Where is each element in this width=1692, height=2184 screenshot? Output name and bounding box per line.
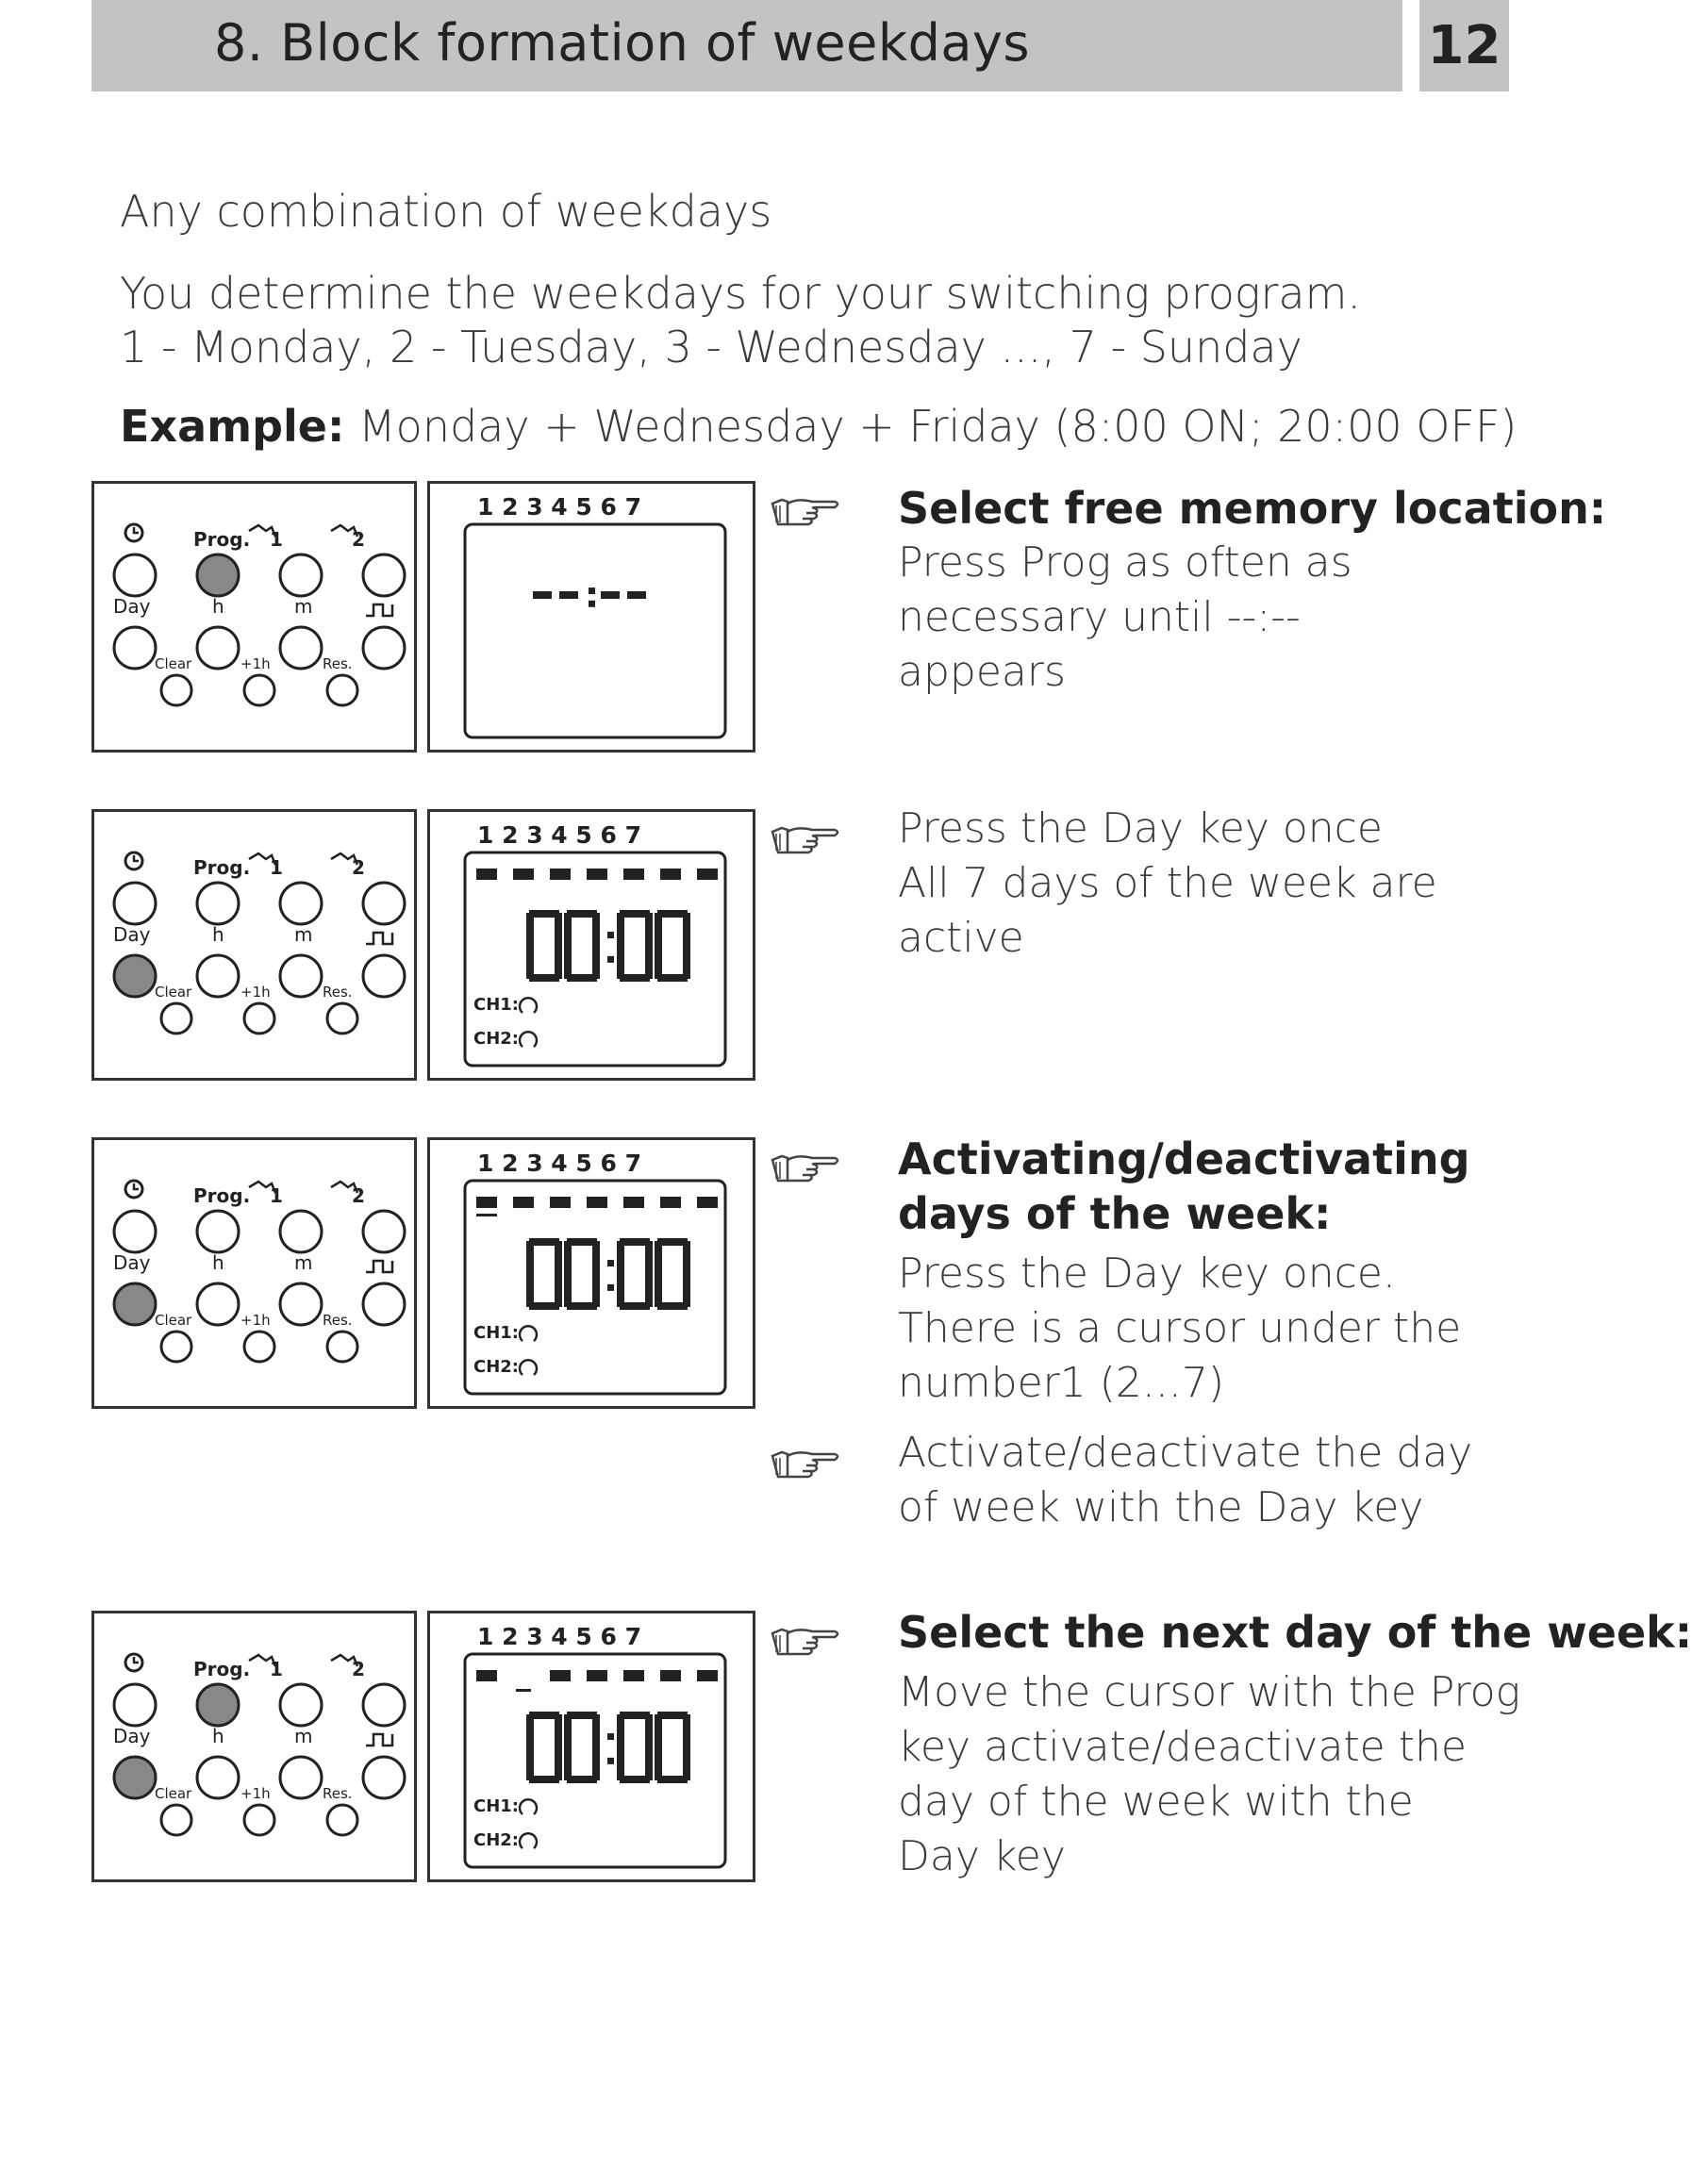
lcd-day-bar <box>587 1670 607 1681</box>
lcd-cursor <box>516 1689 531 1692</box>
step-2-line: Press the Day key once <box>898 804 1383 852</box>
clock-icon <box>125 852 142 869</box>
lcd-day-bar <box>513 869 534 880</box>
lcd-colon-dot <box>607 1733 614 1740</box>
intro-subtitle: Any combination of weekdays <box>120 186 772 237</box>
keypad-diagram <box>91 809 417 1081</box>
key-label-prog: Prog. <box>193 1184 251 1207</box>
key-label-day: Day <box>113 595 151 618</box>
key-label-h: h <box>212 923 224 946</box>
small-key-button <box>161 1805 191 1835</box>
example-text: Monday + Wednesday + Friday (8:00 ON; 20:00 OFF) <box>344 401 1518 452</box>
lcd-day-bar <box>623 869 644 880</box>
keypad-diagram <box>91 1611 417 1882</box>
page-title: 8. Block formation of weekdays <box>214 13 1031 73</box>
page-number: 12 <box>1427 15 1501 76</box>
step-3 <box>0 1133 1509 1420</box>
keypad-button <box>280 1283 322 1325</box>
small-key-button <box>244 1805 274 1835</box>
keypad-button <box>197 1757 239 1798</box>
keypad-button <box>114 1757 156 1798</box>
lcd-ch1-label: CH1: <box>473 1796 519 1816</box>
keypad-diagram <box>91 481 417 753</box>
lcd-day-numbers: 1 2 3 4 5 6 7 <box>477 1623 641 1650</box>
step-3-line: There is a cursor under the <box>898 1304 1462 1352</box>
step-4-line: day of the week with the <box>898 1778 1414 1826</box>
key-label-prog: Prog. <box>193 528 251 551</box>
lcd-day-bar <box>660 1670 681 1681</box>
intro-line-1: You determine the weekdays for your switching program. <box>120 268 1362 319</box>
keypad-button <box>363 1283 405 1325</box>
lcd-day-numbers: 1 2 3 4 5 6 7 <box>477 493 641 521</box>
keypad-button <box>114 627 156 669</box>
step-3b-text <box>898 1426 1472 1535</box>
key-label-prog: Prog. <box>193 1658 251 1680</box>
step-1-line: necessary until --:-- <box>898 593 1301 641</box>
step-1 <box>0 481 1607 764</box>
lcd-diagram <box>427 1611 755 1882</box>
step-4 <box>0 1607 1692 1894</box>
key-label-day: Day <box>113 1725 151 1747</box>
clock-icon <box>125 524 142 541</box>
lcd-colon-dot <box>607 932 614 938</box>
step-3b-line: of week with the Day key <box>898 1483 1424 1531</box>
keypad-button <box>280 883 322 924</box>
key-label-h: h <box>212 1251 224 1274</box>
lcd-ch1-label: CH1: <box>473 1323 519 1343</box>
step-4-line: key activate/deactivate the <box>898 1723 1467 1771</box>
key-label-res: Res. <box>323 655 353 672</box>
key-label-m: m <box>294 595 313 618</box>
keypad-button <box>280 627 322 669</box>
keypad-button <box>197 1211 239 1252</box>
key-label-plus1h: +1h <box>241 655 271 672</box>
small-key-button <box>244 1003 274 1034</box>
lcd-day-bar <box>476 1197 497 1208</box>
keypad-button <box>363 1684 405 1726</box>
key-label-ch2: 2 <box>352 1184 365 1207</box>
step-1-heading: Select free memory location: <box>898 483 1607 534</box>
keypad-button <box>197 1684 239 1726</box>
lcd-day-bar <box>513 1197 534 1208</box>
step-3-heading: days of the week: <box>898 1188 1332 1239</box>
lcd-day-bar <box>697 1197 718 1208</box>
pulse-icon <box>366 1734 392 1746</box>
step-1-line: Press Prog as often as <box>898 538 1352 587</box>
keypad-button <box>280 1684 322 1726</box>
lcd-ch2-label: CH2: <box>473 1357 519 1377</box>
key-label-day: Day <box>113 1251 151 1274</box>
lcd-ch2-label: CH2: <box>473 1830 519 1850</box>
example-label: Example: <box>120 401 345 452</box>
pointing-hand-icon <box>769 820 844 858</box>
keypad-button <box>114 955 156 997</box>
key-label-plus1h: +1h <box>241 1785 271 1802</box>
keypad-button <box>363 1757 405 1798</box>
lcd-colon-dot <box>607 1284 614 1291</box>
key-label-res: Res. <box>323 1785 353 1802</box>
key-label-clear: Clear <box>155 1312 192 1329</box>
keypad-button <box>363 554 405 596</box>
clock-icon <box>125 1654 142 1671</box>
step-1-line: appears <box>898 648 1066 696</box>
lcd-day-bar <box>476 869 497 880</box>
lcd-colon-dot <box>589 587 595 594</box>
step-2-line: All 7 days of the week are <box>898 859 1437 907</box>
key-label-m: m <box>294 1251 313 1274</box>
key-label-prog: Prog. <box>193 856 251 879</box>
keypad-button <box>363 955 405 997</box>
key-label-plus1h: +1h <box>241 984 271 1001</box>
keypad-button <box>280 1211 322 1252</box>
key-label-h: h <box>212 595 224 618</box>
pointing-hand-icon <box>769 1622 844 1660</box>
key-label-plus1h: +1h <box>241 1312 271 1329</box>
lcd-day-bar <box>550 869 571 880</box>
keypad-button <box>197 955 239 997</box>
example-line <box>120 401 1517 452</box>
step-3-line: number1 (2...7) <box>898 1359 1224 1407</box>
pointing-hand-icon <box>769 1149 844 1186</box>
small-key-button <box>327 1003 357 1034</box>
small-key-button <box>327 1805 357 1835</box>
lcd-cursor <box>476 1214 497 1216</box>
keypad-button <box>363 627 405 669</box>
keypad-button <box>114 1684 156 1726</box>
step-3-heading: Activating/deactivating <box>898 1133 1470 1184</box>
lcd-diagram <box>427 1137 755 1409</box>
pointing-hand-icon <box>769 1445 844 1482</box>
keypad-button <box>280 955 322 997</box>
lcd-day-bar <box>660 1197 681 1208</box>
small-key-button <box>327 675 357 705</box>
key-label-clear: Clear <box>155 1785 192 1802</box>
lcd-day-bar <box>623 1197 644 1208</box>
keypad-button <box>197 554 239 596</box>
keypad-button <box>197 627 239 669</box>
step-2-line: active <box>898 914 1024 962</box>
key-label-res: Res. <box>323 984 353 1001</box>
lcd-day-bar <box>550 1670 571 1681</box>
key-label-ch1: 1 <box>270 1184 283 1207</box>
key-label-ch2: 2 <box>352 528 365 551</box>
pulse-icon <box>366 1261 392 1272</box>
step-4-heading: Select the next day of the week: <box>898 1607 1692 1658</box>
intro-line-2: 1 - Monday, 2 - Tuesday, 3 - Wednesday ..., 7 - Sunday <box>120 322 1302 372</box>
key-label-m: m <box>294 923 313 946</box>
step-4-line: Day key <box>898 1832 1066 1880</box>
lcd-colon-dot <box>607 1758 614 1764</box>
pointing-hand-icon <box>769 492 844 530</box>
clock-icon <box>125 1181 142 1198</box>
key-label-res: Res. <box>323 1312 353 1329</box>
small-key-button <box>244 1332 274 1362</box>
step-3b-line: Activate/deactivate the day <box>898 1429 1473 1477</box>
pulse-icon <box>366 933 392 944</box>
keypad-button <box>363 1211 405 1252</box>
lcd-day-bar <box>623 1670 644 1681</box>
lcd-day-numbers: 1 2 3 4 5 6 7 <box>477 1150 641 1177</box>
lcd-day-bar <box>550 1197 571 1208</box>
step-3-line: Press the Day key once. <box>898 1249 1396 1298</box>
keypad-button <box>197 1283 239 1325</box>
keypad-button <box>280 1757 322 1798</box>
lcd-day-numbers: 1 2 3 4 5 6 7 <box>477 821 641 849</box>
key-label-ch1: 1 <box>270 1658 283 1680</box>
keypad-button <box>114 554 156 596</box>
keypad-button <box>280 554 322 596</box>
lcd-day-bar <box>697 1670 718 1681</box>
step-3-text <box>898 1132 1470 1411</box>
lcd-ch1-label: CH1: <box>473 995 519 1015</box>
key-label-ch1: 1 <box>270 528 283 551</box>
step-2 <box>0 804 1509 1092</box>
key-label-clear: Clear <box>155 655 192 672</box>
lcd-day-bar <box>587 1197 607 1208</box>
lcd-ch2-label: CH2: <box>473 1029 519 1049</box>
step-4-line: Move the cursor with the Prog <box>898 1668 1520 1716</box>
key-label-h: h <box>212 1725 224 1747</box>
key-label-m: m <box>294 1725 313 1747</box>
small-key-button <box>244 675 274 705</box>
step-1-text <box>898 481 1606 700</box>
lcd-screen <box>465 524 725 737</box>
step-4-text <box>898 1605 1692 1884</box>
lcd-diagram <box>427 481 755 753</box>
key-label-ch2: 2 <box>352 856 365 879</box>
page-number-box <box>1419 0 1509 91</box>
keypad-button <box>114 1211 156 1252</box>
lcd-day-bar <box>660 869 681 880</box>
header-bar <box>91 0 1402 91</box>
step-2-text <box>898 802 1437 966</box>
small-key-button <box>161 1003 191 1034</box>
lcd-colon-dot <box>607 956 614 963</box>
keypad-button <box>197 883 239 924</box>
small-key-button <box>327 1332 357 1362</box>
lcd-day-bar <box>587 869 607 880</box>
keypad-button <box>114 1283 156 1325</box>
key-label-ch2: 2 <box>352 1658 365 1680</box>
key-label-day: Day <box>113 923 151 946</box>
key-label-clear: Clear <box>155 984 192 1001</box>
small-key-button <box>161 1332 191 1362</box>
pulse-icon <box>366 604 392 616</box>
small-key-button <box>161 675 191 705</box>
keypad-button <box>363 883 405 924</box>
keypad-button <box>114 883 156 924</box>
lcd-day-bar <box>476 1670 497 1681</box>
lcd-colon-dot <box>589 601 595 607</box>
key-label-ch1: 1 <box>270 856 283 879</box>
lcd-day-bar <box>697 869 718 880</box>
keypad-diagram <box>91 1137 417 1409</box>
lcd-diagram <box>427 809 755 1081</box>
lcd-colon-dot <box>607 1260 614 1266</box>
